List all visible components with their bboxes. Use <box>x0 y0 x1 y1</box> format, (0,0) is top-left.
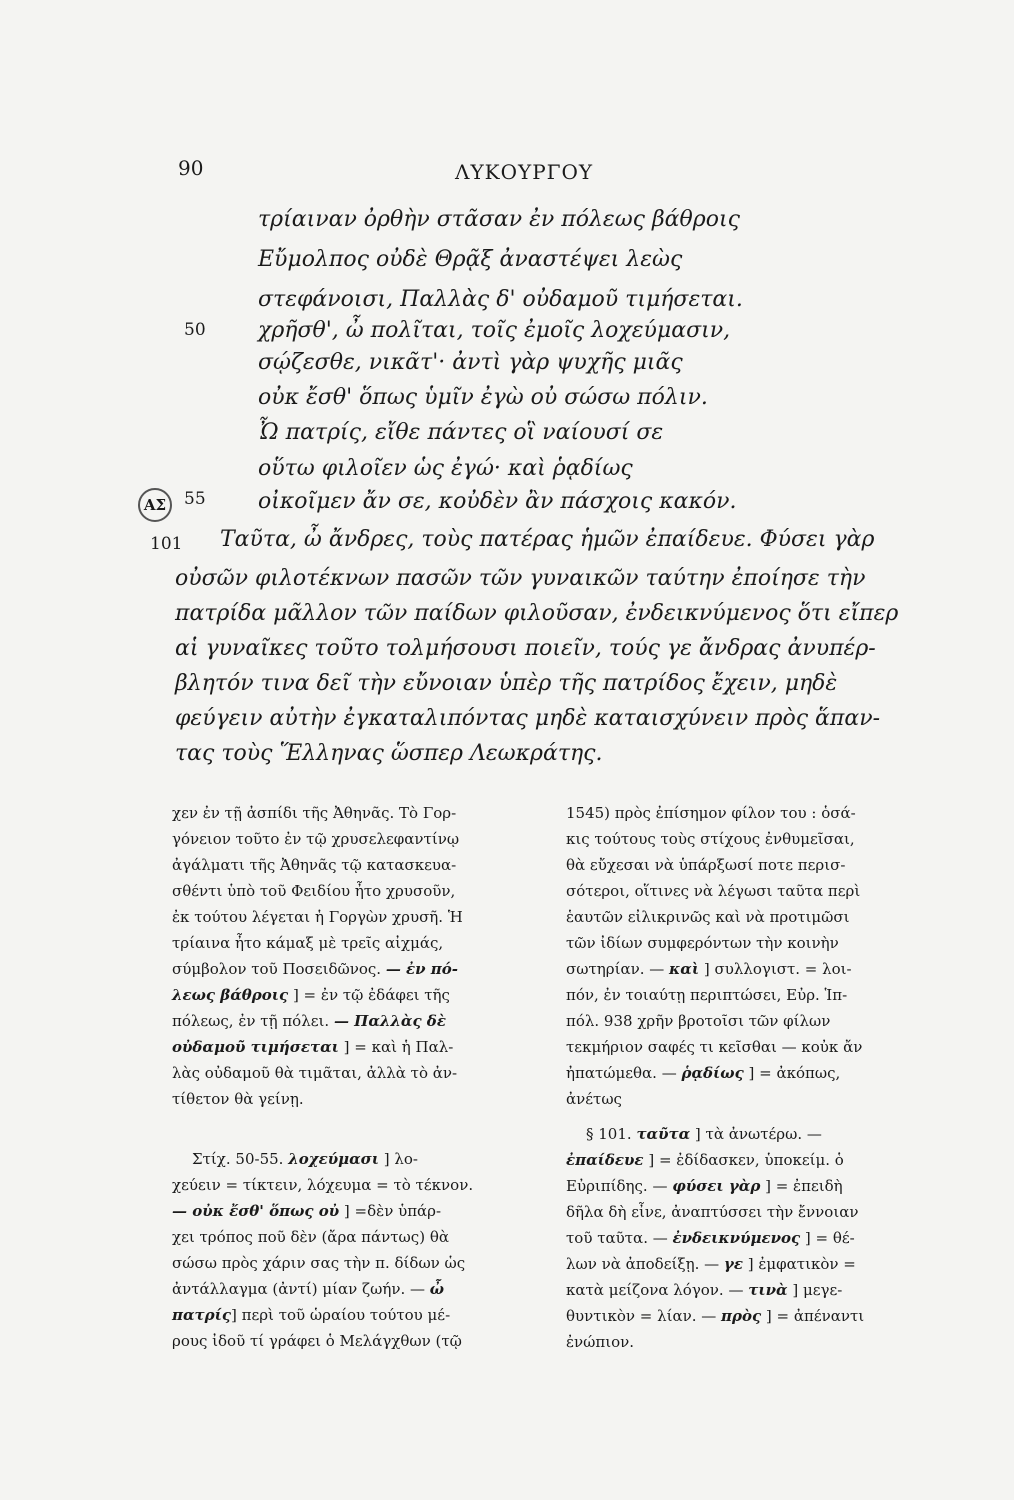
prose-line: φεύγειν αὐτὴν ἐγκαταλιπόντας μηδὲ καταισχύνειν πρὸς ἅπαν- <box>175 706 881 731</box>
verse-line: στεφάνοισι, Παλλὰς δ' οὐδαμοῦ τιμήσεται. <box>258 287 743 312</box>
commentary-line: δῆλα δὴ εἶνε, ἀναπτύσσει τὴν ἔννοιαν <box>566 1203 859 1221</box>
prose-line: αἱ γυναῖκες τοῦτο τολμήσουσι ποιεῖν, τούς γε ἄνδρας ἀνυπέρ- <box>175 636 876 661</box>
commentary-line: ἀνέτως <box>566 1090 622 1108</box>
commentary-text: Εὐριπίδης. — <box>566 1177 668 1195</box>
commentary-text: σύμβολον τοῦ Ποσειδῶνος. <box>172 960 382 978</box>
commentary-text: ] ἐμφατικὸν = <box>747 1255 856 1273</box>
commentary-line <box>566 1066 840 1081</box>
commentary-text: § 101. <box>586 1125 632 1143</box>
commentary-line: κις τούτους τοὺς στίχους ἐνθυμεῖσαι, <box>566 830 855 848</box>
commentary-line <box>172 962 458 977</box>
commentary-line: σώσω πρὸς χάριν σας τὴν π. δίδων ὡς <box>172 1254 466 1272</box>
commentary-lemma: πατρίς <box>172 1306 231 1324</box>
verse-line: οἰκοῖμεν ἄν σε, κοὐδὲν ἂν πάσχοις κακόν. <box>258 489 737 514</box>
commentary-line: χεύειν = τίκτειν, λόχευμα = τὸ τέκνον. <box>172 1176 474 1194</box>
running-title: ΛΥΚΟΥΡΓΟΥ <box>455 160 594 184</box>
commentary-lemma: ἐνδεικνύμενος <box>672 1229 801 1247</box>
page-number: 90 <box>178 156 204 180</box>
commentary-line: πόν, ἐν τοιαύτῃ περιπτώσει, Εὐρ. Ἱπ- <box>566 986 848 1004</box>
commentary-lemma: γε <box>723 1255 743 1273</box>
commentary-line: τῶν ἰδίων συμφερόντων τὴν κοινὴν <box>566 934 839 952</box>
commentary-lemma: — ἐν πό- <box>385 960 459 978</box>
commentary-text: κατὰ μείζονα λόγον. — <box>566 1281 744 1299</box>
commentary-line: πόλ. 938 χρῆν βροτοῖσι τῶν φίλων <box>566 1012 831 1030</box>
commentary-line <box>566 1257 856 1272</box>
verse-line: τρίαιναν ὀρθὴν στᾶσαν ἐν πόλεως βάθροις <box>258 207 740 232</box>
commentary-line: ἐνώπιον. <box>566 1333 635 1351</box>
commentary-text: ] =δὲν ὑπάρ- <box>343 1202 442 1220</box>
commentary-text: σωτηρίαν. — <box>566 960 665 978</box>
commentary-lemma: ἐπαίδευε <box>566 1151 644 1169</box>
commentary-lemma: πρὸς <box>721 1307 762 1325</box>
commentary-line: σότεροι, οἵτινες νὰ λέγωσι ταῦτα περὶ <box>566 882 861 900</box>
prose-line: βλητόν τινα δεῖ τὴν εὔνοιαν ὑπὲρ τῆς πατρίδος ἔχειν, μηδὲ <box>175 671 838 696</box>
verse-line: Εὔμολπος οὐδὲ Θρᾷξ ἀναστέψει λεὼς <box>258 247 683 272</box>
commentary-line: ἐκ τούτου λέγεται ἡ Γοργὼν χρυσῆ. Ἡ <box>172 908 463 926</box>
commentary-text: ] = ἐδίδασκεν, ὑποκείμ. ὁ <box>648 1151 844 1169</box>
commentary-text: θυντικὸν = λίαν. — <box>566 1307 717 1325</box>
commentary-text: ] = ἀκόπως, <box>748 1064 841 1082</box>
commentary-line: χει τρόπος ποῦ δὲν (ἄρα πάντως) θὰ <box>172 1228 449 1246</box>
commentary-text: ] = ἐπειδὴ <box>765 1177 843 1195</box>
verse-line: σῴζεσθε, νικᾶτ'· ἀντὶ γὰρ ψυχῆς μιᾶς <box>258 350 683 375</box>
commentary-text: ] = ἀπέναντι <box>765 1307 865 1325</box>
commentary-line <box>172 988 450 1003</box>
commentary-text: Στίχ. 50-55. <box>192 1150 284 1168</box>
commentary-line <box>566 1153 844 1168</box>
commentary-lemma: ῥᾳδίως <box>681 1064 744 1082</box>
commentary-lemma: — οὐκ ἔσθ' ὅπως οὐ <box>172 1202 340 1220</box>
commentary-line: λὰς οὐδαμοῦ θὰ τιμᾶται, ἀλλὰ τὸ ἀν- <box>172 1064 458 1082</box>
commentary-text: λων νὰ ἀποδείξῃ. — <box>566 1255 720 1273</box>
commentary-text: ἀντάλλαγμα (ἀντί) μίαν ζωήν. — <box>172 1280 425 1298</box>
commentary-text: ] συλλογιστ. = λοι- <box>703 960 852 978</box>
commentary-lemma: τινὰ <box>748 1281 788 1299</box>
commentary-line: θὰ εὔχεσαι νὰ ὑπάρξωσί ποτε περισ- <box>566 856 846 874</box>
commentary-lemma: οὐδαμοῦ τιμήσεται <box>172 1038 339 1056</box>
verse-line: Ὦ πατρίς, εἴθε πάντες οἳ ναίουσί σε <box>258 420 664 445</box>
commentary-text: ] = ἐν τῷ ἐδάφει τῆς <box>292 986 450 1004</box>
commentary-line <box>566 1309 864 1324</box>
verse-line: οὐκ ἔσθ' ὅπως ὑμῖν ἐγὼ οὐ σώσω πόλιν. <box>258 385 708 410</box>
commentary-line: 1545) πρὸς ἐπίσημον φίλον του : ὁσά- <box>566 804 856 822</box>
commentary-line: γόνειον τοῦτο ἐν τῷ χρυσελεφαντίνῳ <box>172 830 460 848</box>
prose-line: πατρίδα μᾶλλον τῶν παίδων φιλοῦσαν, ἐνδεικνύμενος ὅτι εἴπερ <box>175 601 899 626</box>
line-number-50: 50 <box>184 320 206 340</box>
commentary-line: χεν ἐν τῇ ἀσπίδι τῆς Ἀθηνᾶς. Τὸ Γορ- <box>172 804 457 822</box>
commentary-text: ] = καὶ ἡ Παλ- <box>343 1038 454 1056</box>
prose-line: οὐσῶν φιλοτέκνων πασῶν τῶν γυναικῶν ταύτην ἐποίησε τὴν <box>175 566 866 591</box>
commentary-text: πόλεως, ἐν τῇ πόλει. <box>172 1012 330 1030</box>
library-stamp <box>138 488 172 522</box>
commentary-text: ] = θέ- <box>804 1229 855 1247</box>
commentary-line: τρίαινα ἦτο κάμαξ μὲ τρεῖς αἰχμάς, <box>172 934 444 952</box>
commentary-line <box>192 1152 418 1167</box>
commentary-line <box>566 1231 855 1246</box>
commentary-lemma: — Παλλὰς δὲ <box>333 1012 446 1030</box>
commentary-lemma: λοχεύμασι <box>288 1150 379 1168</box>
commentary-line <box>172 1014 446 1029</box>
commentary-line: ἑαυτῶν εἰλικρινῶς καὶ νὰ προτιμῶσι <box>566 908 850 926</box>
commentary-line: ρους ἰδοῦ τί γράφει ὁ Μελάγχθων (τῷ <box>172 1332 462 1350</box>
commentary-line <box>566 962 852 977</box>
commentary-lemma: καὶ <box>669 960 700 978</box>
commentary-line <box>566 1283 842 1298</box>
commentary-line <box>586 1127 822 1142</box>
verse-line: οὕτω φιλοῖεν ὡς ἐγώ· καὶ ῥᾳδίως <box>258 456 633 481</box>
commentary-lemma: ταῦτα <box>636 1125 691 1143</box>
commentary-line: σθέντι ὑπὸ τοῦ Φειδίου ἦτο χρυσοῦν, <box>172 882 456 900</box>
section-number: 101 <box>150 534 183 554</box>
commentary-lemma: φύσει γὰρ <box>672 1177 761 1195</box>
commentary-line <box>172 1282 444 1297</box>
commentary-line <box>172 1040 453 1055</box>
commentary-text: ἠπατώμεθα. — <box>566 1064 677 1082</box>
commentary-lemma: λεως βάθροις <box>172 986 289 1004</box>
commentary-text: τοῦ ταῦτα. — <box>566 1229 668 1247</box>
line-number-55: 55 <box>184 489 206 509</box>
commentary-line <box>172 1308 450 1323</box>
stamp-mark: ΑΣ <box>143 496 167 514</box>
commentary-text: ] λο- <box>383 1150 418 1168</box>
commentary-lemma: ὦ <box>429 1280 445 1298</box>
commentary-text: ] τὰ ἀνωτέρω. — <box>694 1125 822 1143</box>
prose-line: Ταῦτα, ὦ ἄνδρες, τοὺς πατέρας ἡμῶν ἐπαίδευε. Φύσει γὰρ <box>220 527 875 552</box>
prose-line: τας τοὺς Ἕλληνας ὥσπερ Λεωκράτης. <box>175 741 603 766</box>
verse-line: χρῆσθ', ὦ πολῖται, τοῖς ἐμοῖς λοχεύμασιν, <box>258 318 731 343</box>
commentary-line <box>172 1204 441 1219</box>
commentary-line: τεκμήριον σαφές τι κεῖσθαι — κοὐκ ἄν <box>566 1038 863 1056</box>
commentary-line: ἀγάλματι τῆς Ἀθηνᾶς τῷ κατασκευα- <box>172 856 457 874</box>
commentary-line <box>566 1179 843 1194</box>
commentary-text: ] μεγε- <box>792 1281 843 1299</box>
commentary-line: τίθετον θὰ γείνῃ. <box>172 1090 304 1108</box>
commentary-text: ] περὶ τοῦ ὡραίου τούτου μέ- <box>230 1306 451 1324</box>
